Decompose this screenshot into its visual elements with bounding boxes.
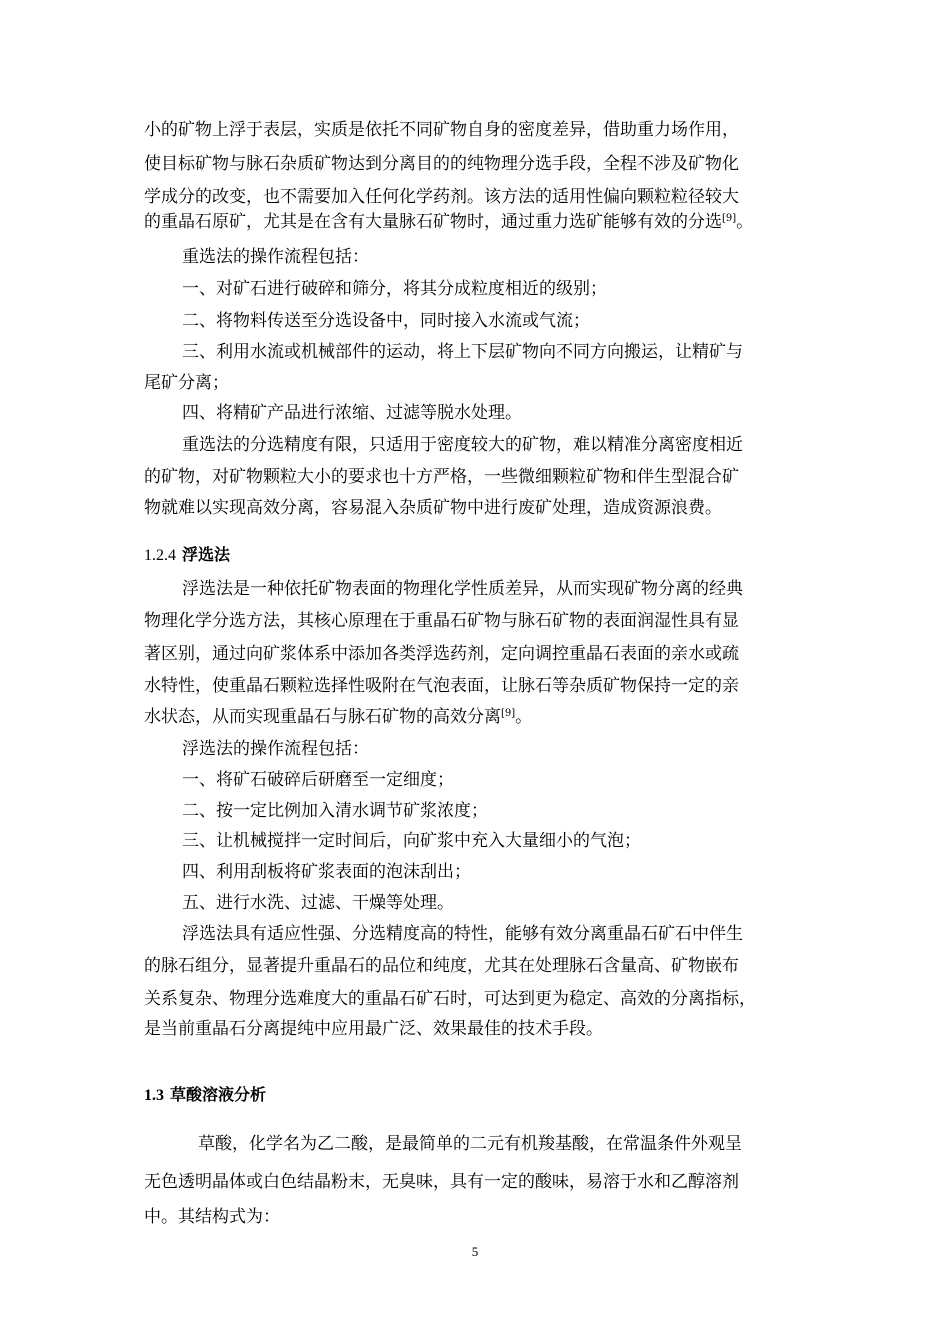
paragraph-line: 小的矿物上浮于表层，实质是依托不同矿物自身的密度差异，借助重力场作用， xyxy=(144,120,739,140)
paragraph-line: 学成分的改变，也不需要加入任何化学药剂。该方法的适用性偏向颗粒粒径较大 xyxy=(144,187,739,207)
list-item: 三、利用水流或机械部件的运动，将上下层矿物向不同方向搬运，让精矿与 xyxy=(182,342,743,362)
paragraph-line: 是当前重晶石分离提纯中应用最广泛、效果最佳的技术手段。 xyxy=(144,1019,603,1039)
list-item: 尾矿分离； xyxy=(144,373,229,393)
list-item: 四、利用刮板将矿浆表面的泡沫刮出； xyxy=(182,862,471,882)
text-span: 水状态，从而实现重晶石与脉石矿物的高效分离 xyxy=(144,707,501,727)
list-item: 一、对矿石进行破碎和筛分，将其分成粒度相近的级别； xyxy=(182,279,607,299)
list-item: 二、按一定比例加入清水调节矿浆浓度； xyxy=(182,801,488,821)
text-span: 。 xyxy=(515,707,533,727)
paragraph-line: 物理化学分选方法，其核心原理在于重晶石矿物与脉石矿物的表面润湿性具有显 xyxy=(144,611,739,631)
step-intro: 重选法的操作流程包括： xyxy=(182,247,369,267)
paragraph-line: 关系复杂、物理分选难度大的重晶石矿石时，可达到更为稳定、高效的分离指标， xyxy=(144,989,756,1009)
list-item: 五、进行水洗、过滤、干燥等处理。 xyxy=(182,893,454,913)
paragraph-line: 的矿物，对矿物颗粒大小的要求也十方严格，一些微细颗粒矿物和伴生型混合矿 xyxy=(144,467,739,487)
paragraph-line: 浮选法具有适应性强、分选精度高的特性，能够有效分离重晶石矿石中伴生 xyxy=(182,924,743,944)
paragraph-line xyxy=(144,211,814,233)
list-item: 一、将矿石破碎后研磨至一定细度； xyxy=(182,770,454,790)
list-item: 三、让机械搅拌一定时间后，向矿浆中充入大量细小的气泡； xyxy=(182,831,641,851)
paragraph-line: 使目标矿物与脉石杂质矿物达到分离目的的纯物理分选手段，全程不涉及矿物化 xyxy=(144,154,739,174)
list-item: 二、将物料传送至分选设备中，同时接入水流或气流； xyxy=(182,311,590,331)
paragraph-line: 水特性，使重晶石颗粒选择性吸附在气泡表面，让脉石等杂质矿物保持一定的亲 xyxy=(144,676,739,696)
paragraph-line: 浮选法是一种依托矿物表面的物理化学性质差异，从而实现矿物分离的经典 xyxy=(182,579,743,599)
section-heading xyxy=(144,1084,814,1107)
section-title: 浮选法 xyxy=(182,545,231,564)
paragraph-line xyxy=(144,706,814,728)
paragraph-line: 的脉石组分，显著提升重晶石的品位和纯度，尤其在处理脉石含量高、矿物嵌布 xyxy=(144,956,739,976)
paragraph-line: 草酸，化学名为乙二酸，是最简单的二元有机羧基酸，在常温条件外观呈 xyxy=(198,1134,742,1154)
section-number: 1.3 xyxy=(144,1087,164,1104)
section-heading xyxy=(144,544,814,567)
citation-ref: [9] xyxy=(501,708,516,719)
text-span: 。 xyxy=(736,212,754,232)
paragraph-line: 物就难以实现高效分离，容易混入杂质矿物中进行废矿处理，造成资源浪费。 xyxy=(144,498,722,518)
paragraph-line: 中。其结构式为： xyxy=(144,1207,280,1227)
section-title: 草酸溶液分析 xyxy=(170,1085,267,1104)
paragraph-line: 著区别，通过向矿浆体系中添加各类浮选药剂，定向调控重晶石表面的亲水或疏 xyxy=(144,644,739,664)
step-intro: 浮选法的操作流程包括： xyxy=(182,739,369,759)
paragraph-line: 无色透明晶体或白色结晶粉末，无臭味，具有一定的酸味，易溶于水和乙醇溶剂 xyxy=(144,1172,739,1192)
page-number: 5 xyxy=(471,1244,479,1259)
section-number: 1.2.4 xyxy=(144,547,176,564)
citation-ref: [9] xyxy=(722,213,737,224)
paragraph-line: 重选法的分选精度有限，只适用于密度较大的矿物，难以精准分离密度相近 xyxy=(182,435,743,455)
list-item: 四、将精矿产品进行浓缩、过滤等脱水处理。 xyxy=(182,403,522,423)
text-span: 的重晶石原矿，尤其是在含有大量脉石矿物时，通过重力选矿能够有效的分选 xyxy=(144,212,722,232)
